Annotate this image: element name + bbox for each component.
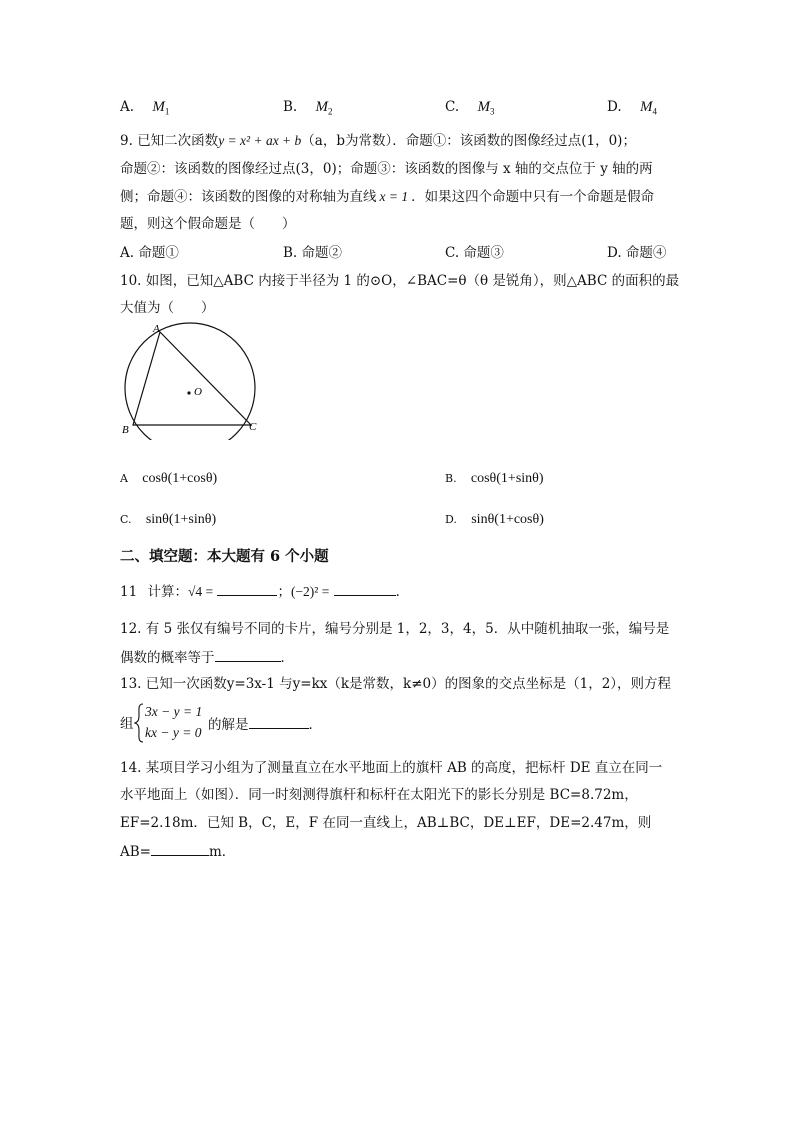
label-b: B xyxy=(122,424,129,436)
text: 如图，已知△ABC 内接于半径为 1 的⊙O，∠BAC=θ（θ 是锐角），则△ABC 的面积的最 xyxy=(145,273,680,289)
q14-line3: EF=2.18m．已知 B，C，E，F 在同一直线上，AB⊥BC，DE⊥EF，DE=2.47m，则 xyxy=(120,815,652,831)
option-value: M xyxy=(477,99,490,115)
text: AB= xyxy=(120,844,151,860)
answer-blank[interactable] xyxy=(249,714,309,729)
text: ． xyxy=(395,584,410,600)
text: 的解是 xyxy=(208,717,249,733)
answer-blank[interactable] xyxy=(217,581,277,596)
formula: x = 1 xyxy=(379,189,409,204)
text: 偶数的概率等于 xyxy=(120,650,215,666)
q9-option-c: C. 命题③ xyxy=(445,245,504,261)
text: ． xyxy=(280,650,294,666)
q9-option-b: B. 命题② xyxy=(283,245,343,261)
question-number: 13. xyxy=(120,676,142,692)
text: m． xyxy=(208,844,236,860)
q14-line2: 水平地面上（如图）．同一时刻测得旗杆和标杆在太阳光下的影长分别是 BC=8.72m， xyxy=(120,787,638,803)
triangle-abc xyxy=(133,332,251,425)
q10-option-c xyxy=(120,511,216,528)
q10-line2: 大值为（ ） xyxy=(120,300,215,316)
formula: √4 = xyxy=(187,584,214,599)
text: ．如果这四个命题中只有一个命题是假命 xyxy=(411,189,655,205)
q14-line1 xyxy=(120,758,662,778)
center-point xyxy=(187,391,190,394)
option-value: sinθ(1+sinθ) xyxy=(145,512,217,527)
option-subscript: 4 xyxy=(652,106,657,117)
option-value: M xyxy=(315,99,329,115)
option-value: cosθ(1+sinθ) xyxy=(470,471,544,486)
option-subscript: 2 xyxy=(328,106,333,117)
q8-option-b xyxy=(283,99,333,117)
option-label: B. xyxy=(445,472,457,485)
option-label: D. xyxy=(607,99,622,115)
q9-option-a: A. 命题① xyxy=(120,245,179,261)
text: 侧；命题④：该函数的图像的对称轴为直线 xyxy=(120,189,377,205)
q10-option-d xyxy=(445,511,544,528)
formula: (−2)² = xyxy=(290,584,330,599)
text: （a，b为常数）．命题①：该函数的图像经过点(1，0)； xyxy=(301,133,636,149)
q9-line4: 题，则这个假命题是（ ） xyxy=(120,216,296,232)
q11-line xyxy=(120,581,409,602)
label-c: C xyxy=(249,421,257,433)
q8-option-a xyxy=(120,99,169,117)
q10-option-b xyxy=(445,470,544,487)
option-label: D. xyxy=(445,513,457,526)
text: 计算： xyxy=(147,584,188,600)
text: ． xyxy=(308,717,322,733)
option-value: M xyxy=(639,99,653,115)
circle-o xyxy=(125,323,255,440)
option-subscript: 1 xyxy=(164,106,170,117)
question-number: 10. xyxy=(120,273,142,289)
option-label: B. xyxy=(283,99,298,115)
system-suffix xyxy=(208,714,322,735)
text: 组 xyxy=(120,716,134,732)
q9-line2: 命题②：该函数的图像经过点(3，0)；命题③：该函数的图像与 x 轴的交点位于 y 轴的两 xyxy=(120,161,653,177)
q9-line1 xyxy=(120,131,636,151)
section-title: 二、填空题：本大题有 6 个小题 xyxy=(120,548,329,565)
option-label: A xyxy=(120,472,128,485)
question-number: 11 xyxy=(120,584,138,600)
option-value: sinθ(1+cosθ) xyxy=(471,512,544,527)
label-o: O xyxy=(194,386,202,398)
option-label: C. xyxy=(445,99,460,115)
text: ； xyxy=(277,584,291,600)
formula: y = x² + ax + b xyxy=(218,133,302,148)
answer-blank[interactable] xyxy=(151,841,209,856)
equation-1: 3x − y = 1 xyxy=(145,704,203,719)
option-subscript: 3 xyxy=(489,106,495,117)
option-value: M xyxy=(152,99,165,115)
q9-line3 xyxy=(120,187,654,207)
answer-blank[interactable] xyxy=(215,647,281,662)
q8-option-c xyxy=(445,99,494,117)
option-label: A. xyxy=(120,99,135,115)
question-number: 14. xyxy=(120,760,142,776)
brace-icon xyxy=(134,703,144,743)
text: 某项目学习小组为了测量直立在水平地面上的旗杆 AB 的高度，把标杆 DE 直立在同一 xyxy=(145,760,663,776)
q13-line1 xyxy=(120,674,671,694)
q8-option-d xyxy=(607,99,657,117)
q10-option-a xyxy=(120,470,217,487)
q12-line2 xyxy=(120,647,294,668)
q14-line4 xyxy=(120,841,235,862)
answer-blank[interactable] xyxy=(334,581,396,596)
text: 有 5 张仅有编号不同的卡片，编号分别是 1，2，3，4，5．从中随机抽取一张，编号是 xyxy=(145,621,670,637)
question-number: 12. xyxy=(120,621,142,637)
option-label: C. xyxy=(120,513,132,526)
question-number: 9. xyxy=(120,133,133,149)
q12-line1 xyxy=(120,619,669,639)
text: 已知二次函数 xyxy=(137,133,219,149)
label-a: A xyxy=(153,323,160,335)
text: 已知一次函数y=3x-1 与y=kx（k是常数，k≠0）的图象的交点坐标是（1，2），则方程 xyxy=(145,676,672,692)
q10-circle-figure xyxy=(118,320,264,440)
option-value: cosθ(1+cosθ) xyxy=(142,471,218,486)
equation-2: kx − y = 0 xyxy=(145,725,202,740)
q10-line1 xyxy=(120,271,679,291)
q9-option-d: D. 命题④ xyxy=(607,245,667,261)
